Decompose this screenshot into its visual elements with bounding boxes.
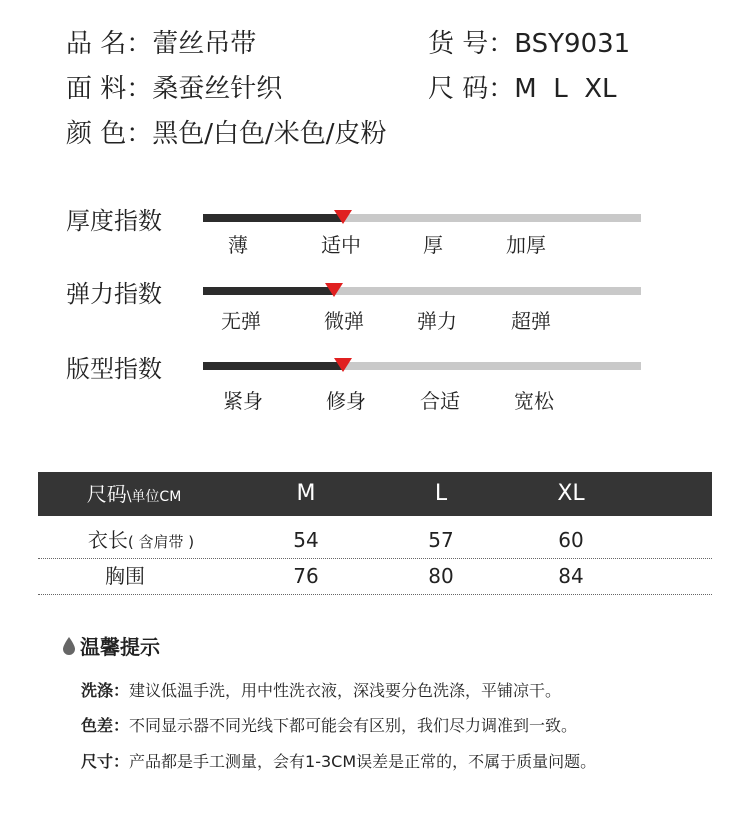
- row-label-text: 衣长: [87, 528, 128, 552]
- size-header-title: 尺码: [86, 482, 127, 506]
- thickness-tick: 加厚: [506, 233, 546, 257]
- elasticity-tick: 微弹: [324, 309, 364, 333]
- color-value: 黑色/白色/米色/皮粉: [152, 119, 387, 149]
- table-cell: 54: [293, 528, 319, 552]
- fit-scale-fill: [203, 362, 343, 370]
- fabric-line: [66, 73, 282, 105]
- size-header-m: M: [296, 481, 316, 506]
- thickness-tick: 适中: [321, 233, 361, 257]
- thickness-scale-track: [203, 214, 641, 222]
- size-header-l: L: [434, 481, 448, 506]
- row-label-bust: [105, 558, 145, 594]
- table-row: [38, 522, 712, 559]
- elasticity-marker-icon: [325, 283, 343, 297]
- thickness-index-label: 厚度指数: [66, 207, 162, 235]
- color-label: 颜 色：: [66, 119, 153, 149]
- table-cell: 57: [428, 528, 454, 552]
- fabric-label: 面 料：: [66, 74, 153, 104]
- tip-wash: [81, 680, 561, 702]
- color-line: [66, 118, 387, 150]
- fabric-value: 桑蚕丝针织: [152, 74, 283, 104]
- elasticity-tick: 弹力: [417, 309, 457, 333]
- product-name-label: 品 名：: [66, 29, 153, 59]
- fit-tick: 修身: [326, 389, 366, 413]
- table-cell: 84: [558, 564, 584, 588]
- elasticity-scale-fill: [203, 287, 334, 295]
- row-label-text: 胸围: [105, 564, 145, 588]
- tip-text: 不同显示器不同光线下都可能会有区别，我们尽力调准到一致。: [129, 716, 578, 735]
- table-row: [38, 558, 712, 595]
- size-label: 尺 码：: [428, 74, 515, 104]
- thickness-tick: 薄: [228, 233, 248, 257]
- tip-key: 洗涤：: [81, 681, 130, 700]
- fit-scale-track: [203, 362, 641, 370]
- elasticity-index-label: 弹力指数: [66, 280, 162, 308]
- size-table-header: [38, 472, 712, 516]
- fit-tick: 合适: [420, 389, 460, 413]
- tip-text: 建议低温手洗，用中性洗衣液，深浅要分色洗涤，平铺凉干。: [129, 681, 562, 700]
- tip-text: 产品都是手工测量，会有1-3CM误差是正常的，不属于质量问题。: [129, 752, 597, 771]
- fit-index-label: 版型指数: [66, 355, 162, 383]
- fit-tick: 宽松: [514, 389, 554, 413]
- size-header-unit: \单位CM: [126, 489, 182, 505]
- thickness-marker-icon: [334, 210, 352, 224]
- product-name-line: [66, 28, 256, 60]
- elasticity-tick: 超弹: [511, 309, 551, 333]
- tip-color: [81, 715, 577, 737]
- tip-size: [81, 751, 596, 773]
- table-cell: 60: [558, 528, 584, 552]
- thickness-scale-fill: [203, 214, 343, 222]
- product-name-value: 蕾丝吊带: [152, 29, 257, 59]
- sku-label: 货 号：: [428, 29, 515, 59]
- thickness-tick: 厚: [423, 233, 443, 257]
- size-value: M L XL: [514, 74, 617, 104]
- elasticity-scale-track: [203, 287, 641, 295]
- sku-value: BSY9031: [514, 29, 631, 59]
- row-label-sub: ( 含肩带 ): [127, 533, 195, 551]
- sku-line: [428, 28, 630, 60]
- tips-title-text: 温馨提示: [80, 635, 160, 659]
- elasticity-tick: 无弹: [221, 309, 261, 333]
- row-label-length: [88, 522, 194, 560]
- fit-tick: 紧身: [223, 389, 263, 413]
- table-cell: 76: [293, 564, 319, 588]
- tip-key: 尺寸：: [81, 752, 130, 771]
- size-header-label: [87, 472, 182, 519]
- size-line: [428, 73, 617, 105]
- tip-key: 色差：: [81, 716, 130, 735]
- size-header-xl: XL: [557, 481, 585, 506]
- tips-title: [62, 632, 160, 662]
- water-drop-icon-svg: [62, 636, 76, 656]
- table-cell: 80: [428, 564, 454, 588]
- water-drop-icon: [62, 634, 76, 664]
- fit-marker-icon: [334, 358, 352, 372]
